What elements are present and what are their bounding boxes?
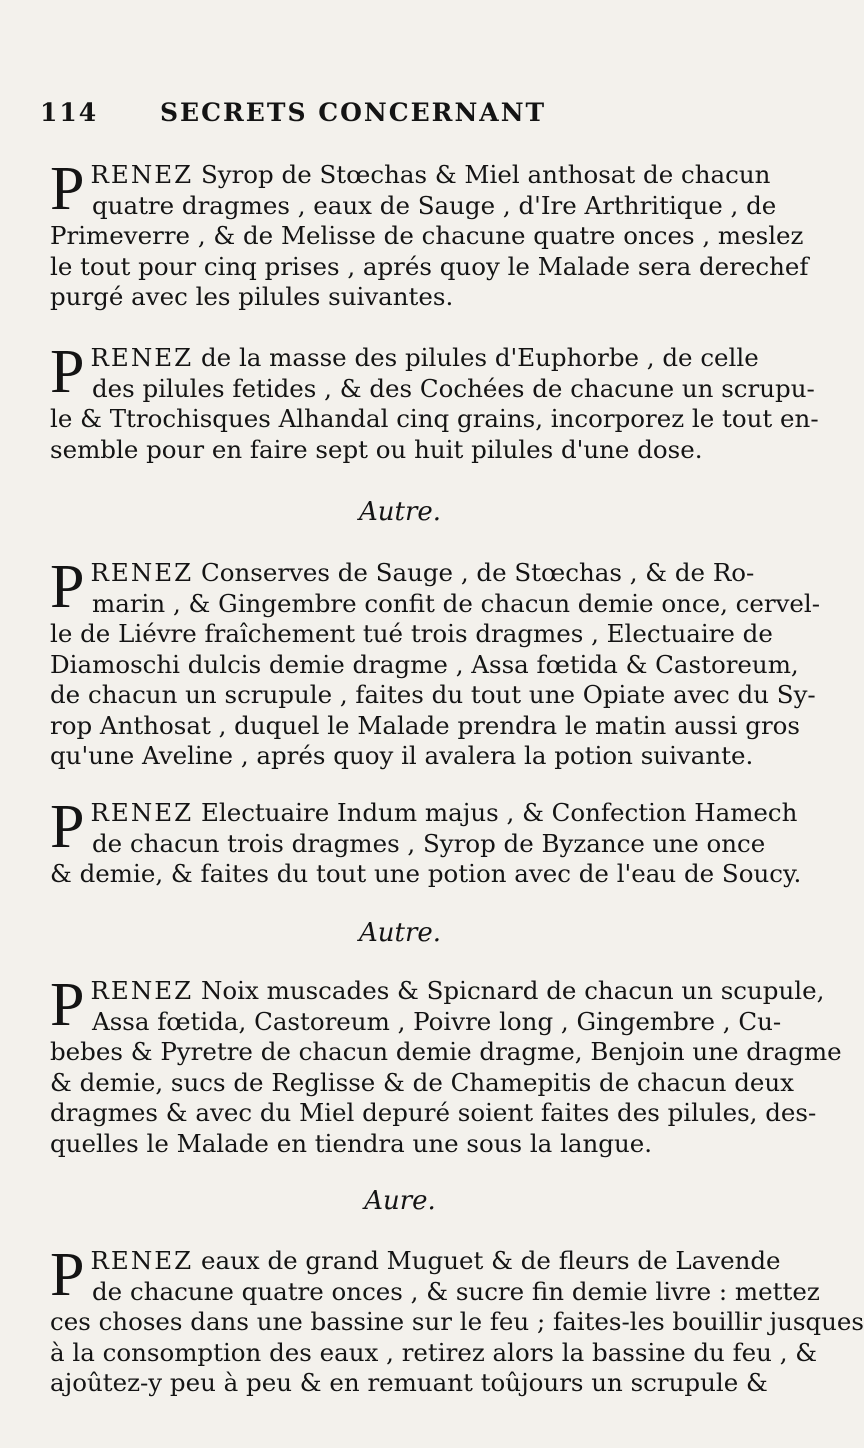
- first-word: RENEZ: [90, 160, 194, 189]
- first-word: RENEZ: [90, 1246, 194, 1275]
- text-line: rop Anthosat , duquel le Malade prendra le matin aussi gros: [50, 710, 800, 740]
- section-heading: Aure.: [364, 1186, 436, 1216]
- text-line: eaux de grand Muguet & de fleurs de Lavende: [200, 1246, 781, 1275]
- text-line: de chacune quatre onces , & sucre fin demie livre : mettez: [92, 1276, 820, 1306]
- text-line: & demie, & faites du tout une potion avec de l'eau de Soucy.: [50, 859, 802, 888]
- page-number: 114: [40, 98, 99, 127]
- first-word: RENEZ: [90, 558, 194, 587]
- text-line: Syrop de Stœchas & Miel anthosat de chacun: [200, 160, 771, 189]
- running-title: SECRETS CONCERNANT: [160, 98, 547, 127]
- paragraph: [50, 971, 842, 1159]
- paragraph: [50, 1241, 864, 1399]
- section-heading: Autre.: [358, 497, 442, 527]
- paragraph: [50, 338, 819, 465]
- text-line: & demie, sucs de Reglisse & de Chamepitis de chacun deux: [50, 1067, 794, 1097]
- drop-cap: P: [50, 338, 85, 406]
- text-line: marin , & Gingembre confit de chacun demie once, cervel-: [92, 588, 821, 618]
- text-line: de la masse des pilules d'Euphorbe , de celle: [200, 343, 759, 372]
- text-line: Primeverre , & de Melisse de chacune quatre onces , meslez: [50, 221, 804, 250]
- text-line: dragmes & avec du Miel depuré soient faites des pilules, des-: [50, 1098, 817, 1127]
- text-line: semble pour en faire sept ou huit pilules d'une dose.: [50, 434, 703, 464]
- text-line: ajoûtez-y peu à peu & en remuant toûjours un scrupule &: [50, 1368, 768, 1397]
- drop-cap: P: [50, 971, 85, 1039]
- drop-cap: P: [50, 155, 85, 223]
- text-line: quatre dragmes , eaux de Sauge , d'Ire Arthritique , de: [92, 190, 777, 220]
- first-word: RENEZ: [90, 798, 194, 827]
- text-line: le tout pour cinq prises , aprés quoy le Malade sera derechef: [50, 251, 809, 281]
- text-line: Conserves de Sauge , de Stœchas , & de Ro-: [200, 558, 755, 587]
- text-line: à la consomption des eaux , retirez alors la bassine du feu , &: [50, 1337, 818, 1367]
- text-line: le de Liévre fraîchement tué trois dragmes , Electuaire de: [50, 619, 773, 648]
- paragraph: [50, 793, 802, 890]
- text-line: Assa fœtida, Castoreum , Poivre long , Gingembre , Cu-: [92, 1006, 782, 1036]
- drop-cap: P: [50, 1241, 85, 1309]
- text-line: quelles le Malade en tiendra une sous la langue.: [50, 1128, 653, 1158]
- text-line: Electuaire Indum majus , & Confection Hamech: [200, 798, 798, 827]
- text-line: ces choses dans une bassine sur le feu ; faites-les bouillir jusques: [50, 1307, 864, 1336]
- drop-cap: P: [50, 793, 85, 861]
- paragraph: [50, 553, 821, 772]
- text-line: Diamoschi dulcis demie dragme , Assa fœtida & Castoreum,: [50, 649, 799, 679]
- first-word: RENEZ: [90, 343, 194, 372]
- drop-cap: P: [50, 553, 85, 621]
- text-line: qu'une Aveline , aprés quoy il avalera la potion suivante.: [50, 741, 754, 770]
- text-line: le & Ttrochisques Alhandal cinq grains, incorporez le tout en-: [50, 404, 819, 433]
- text-line: Noix muscades & Spicnard de chacun un scupule,: [200, 976, 825, 1005]
- text-line: purgé avec les pilules suivantes.: [50, 282, 454, 311]
- section-heading: Autre.: [358, 918, 442, 948]
- text-line: bebes & Pyretre de chacun demie dragme, Benjoin une dragme: [50, 1037, 842, 1066]
- running-header: [40, 98, 760, 127]
- paragraph: [50, 155, 809, 313]
- text-line: de chacun un scrupule , faites du tout une Opiate avec du Sy-: [50, 680, 816, 709]
- text-line: des pilules fetides , & des Cochées de chacune un scrupu-: [92, 373, 815, 403]
- first-word: RENEZ: [90, 976, 194, 1005]
- text-line: de chacun trois dragmes , Syrop de Byzance une once: [92, 828, 766, 858]
